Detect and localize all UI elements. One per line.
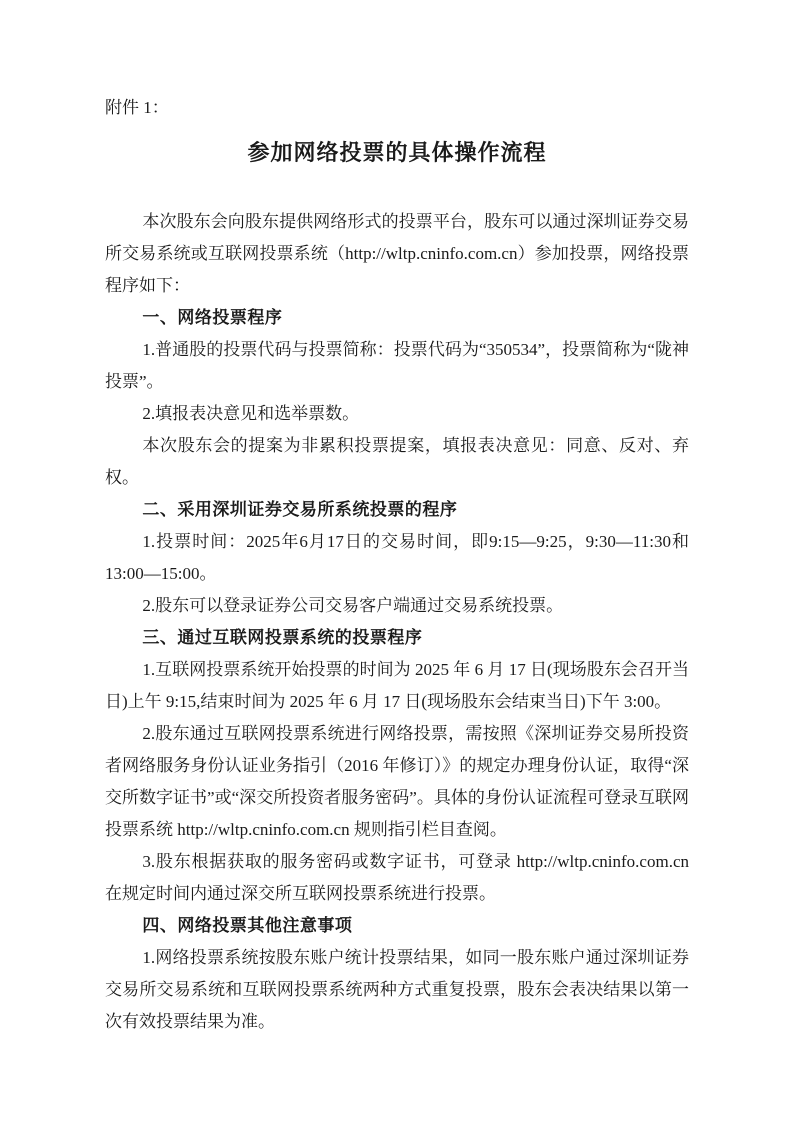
paragraph-voting-code: 1.普通股的投票代码与投票简称：投票代码为“350534”，投票简称为“陇神投票”。	[105, 340, 689, 391]
document-title: 参加网络投票的具体操作流程	[247, 140, 547, 165]
heading-section-3-internet-voting-procedure: 三、通过互联网投票系统的投票程序	[142, 628, 423, 647]
paragraph-duplicate-voting-rule: 1.网络投票系统按股东账户统计投票结果，如同一股东账户通过深圳证券交易所交易系统和互联网投票系统两种方式重复投票，股东会表决结果以第一次有效投票结果为准。	[105, 948, 689, 1031]
document-body	[105, 206, 689, 1038]
paragraph-voting-time: 1.投票时间：2025年6月17日的交易时间，即9:15—9:25，9:30—11:30和13:00—15:00。	[105, 532, 689, 583]
heading-section-2-szse-system-procedure: 二、采用深圳证券交易所系统投票的程序	[142, 500, 458, 519]
heading-section-1-network-voting-procedure: 一、网络投票程序	[142, 308, 283, 327]
heading-section-4-other-notes: 四、网络投票其他注意事项	[142, 916, 353, 935]
attachment-label: 附件 1：	[105, 98, 169, 117]
paragraph-fill-opinions: 2.填报表决意见和选举票数。	[142, 404, 360, 423]
paragraph-non-cumulative: 本次股东会的提案为非累积投票提案，填报表决意见：同意、反对、弃权。	[105, 436, 689, 487]
paragraph-internet-voting-time: 1.互联网投票系统开始投票的时间为 2025 年 6 月 17 日(现场股东会召开当日)上午 9:15,结束时间为 2025 年 6 月 17 日(现场股东会结束当日)下午 3:00。	[105, 660, 689, 711]
paragraph-trading-client: 2.股东可以登录证券公司交易客户端通过交易系统投票。	[142, 596, 564, 615]
paragraph-identity-authentication: 2.股东通过互联网投票系统进行网络投票，需按照《深圳证券交易所投资者网络服务身份认证业务指引（2016 年修订）》的规定办理身份认证，取得“深交所数字证书”或“深交所投资者服务密码”。具体的身份认证流程可登录互联网投票系统 http://wltp.cninfo.com.cn 规则指引栏目查阅。	[105, 724, 689, 839]
paragraph-login-and-vote: 3.股东根据获取的服务密码或数字证书，可登录 http://wltp.cninfo.com.cn 在规定时间内通过深交所互联网投票系统进行投票。	[105, 852, 689, 903]
paragraph-intro: 本次股东会向股东提供网络形式的投票平台，股东可以通过深圳证券交易所交易系统或互联网投票系统（http://wltp.cninfo.com.cn）参加投票，网络投票程序如下：	[105, 212, 689, 295]
